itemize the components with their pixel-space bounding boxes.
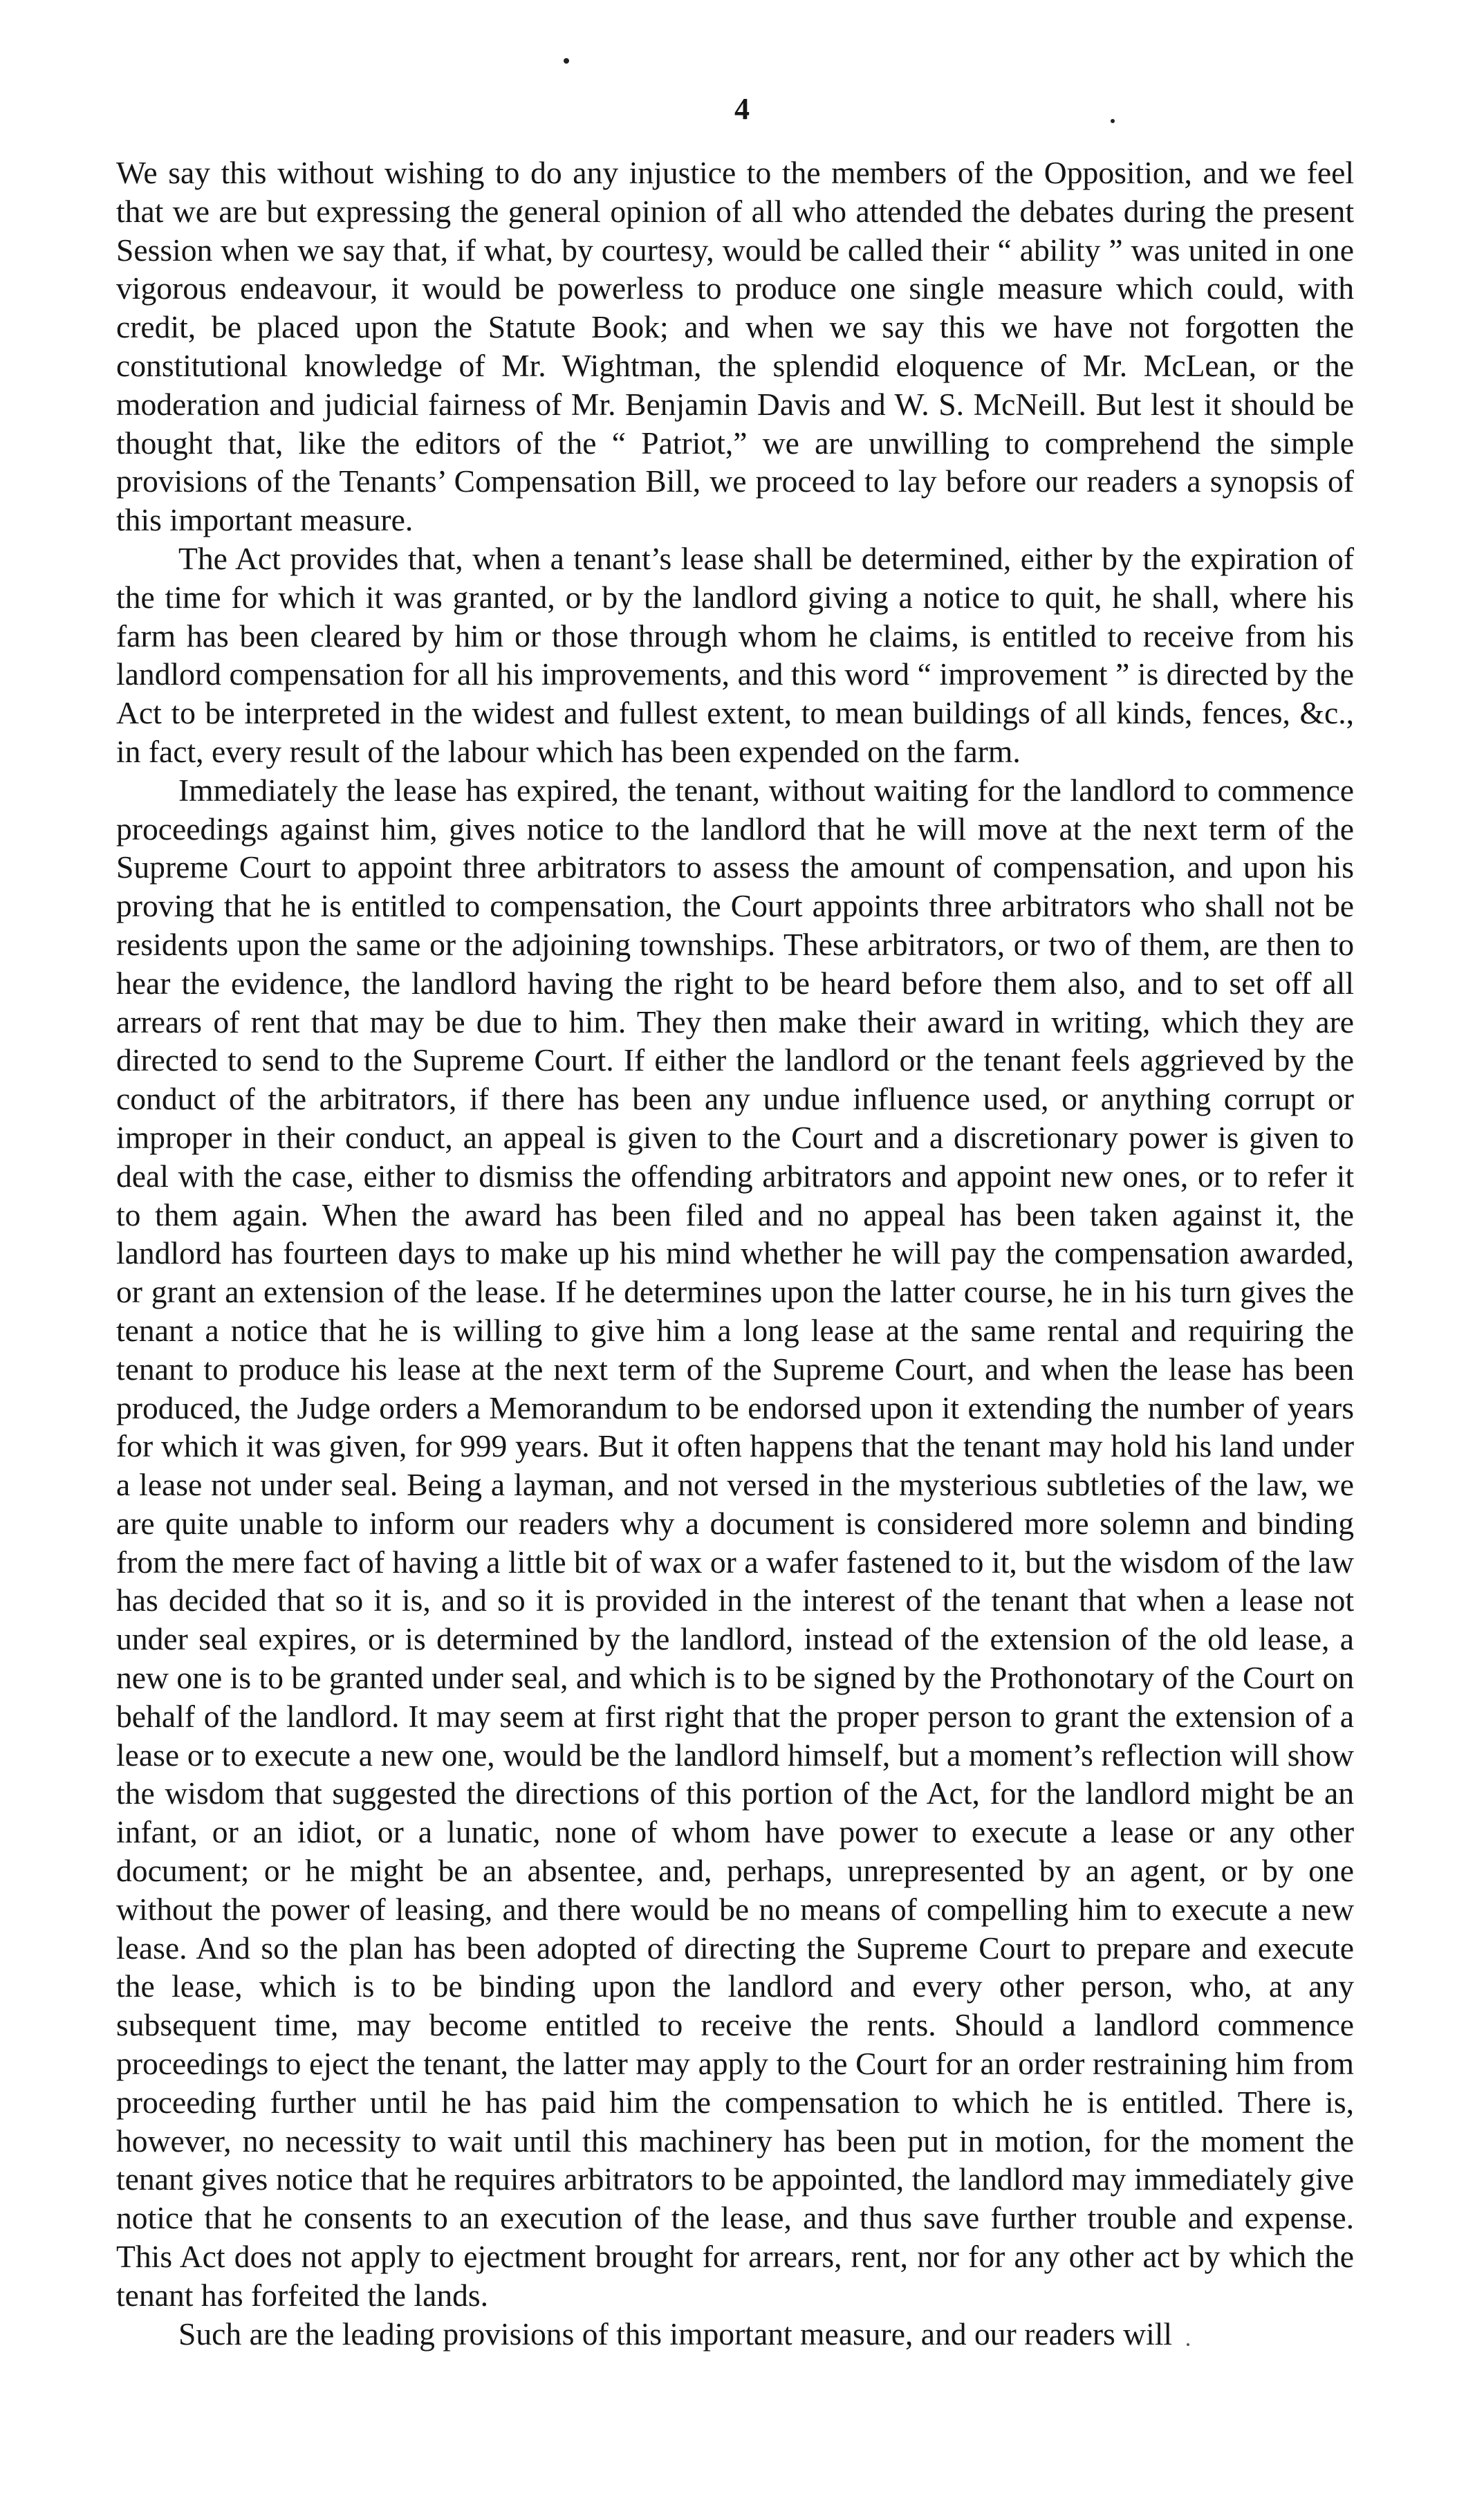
- page-number: 4: [734, 92, 750, 126]
- article-body: [116, 154, 1354, 2353]
- paragraph-arbitration-procedure: Immediately the lease has expired, the tenant, without waiting for the landlord to commence proceedings against him, gives notice to the landlord that he will move at the next term of the Supreme Court to appoint three arbitrators to assess the amount of compensation, and upon his proving that he is entitled to compensation, the Court appoints three arbitrators who shall not be residents upon the same or the adjoining townships. These arbitrators, or two of them, are then to hear the evidence, the landlord having the right to be heard before them also, and to set off all arrears of rent that may be due to him. They then make their award in writing, which they are directed to send to the Supreme Court. If either the landlord or the tenant feels aggrieved by the conduct of the arbitrators, if there has been any undue influence used, or anything corrupt or improper in their conduct, an appeal is given to the Court and a discretionary power is given to deal with the case, either to dismiss the offending arbitrators and appoint new ones, or to refer it to them again. When the award has been filed and no appeal has been taken against it, the landlord has fourteen days to make up his mind whether he will pay the compensation awarded, or grant an extension of the lease. If he determines upon the latter course, he in his turn gives the tenant a notice that he is willing to give him a long lease at the same rental and requiring the tenant to produce his lease at the next term of the Supreme Court, and when the lease has been produced, the Judge orders a Memorandum to be endorsed upon it extending the number of years for which it was given, for 999 years. But it often happens that the tenant may hold his land under a lease not under seal. Being a layman, and not versed in the mysterious subtleties of the law, we are quite unable to inform our readers why a document is considered more solemn and binding from the mere fact of having a little bit of wax or a wafer fastened to it, but the wisdom of the law has decided that so it is, and so it is provided in the interest of the tenant that when a lease not under seal expires, or is determined by the landlord, instead of the extension of the old lease, a new one is to be granted under seal, and which is to be signed by the Prothonotary of the Court on behalf of the landlord. It may seem at first right that the proper person to grant the extension of a lease or to execute a new one, would be the landlord himself, but a moment’s reflection will show the wisdom that suggested the directions of this portion of the Act, for the landlord might be an infant, or an idiot, or a lunatic, none of whom have power to execute a lease or any other document; or he might be an absentee, and, perhaps, unrepresented by an agent, or by one without the power of leasing, and there would be no means of compelling him to execute a new lease. And so the plan has been adopted of directing the Supreme Court to prepare and execute the lease, which is to be binding upon the landlord and every other person, who, at any subsequent time, may become entitled to receive the rents. Should a landlord commence proceedings to eject the tenant, the latter may apply to the Court for an order restraining him from proceeding further until he has paid him the compensation to which he is entitled. There is, however, no necessity to wait until this machinery has been put in motion, for the moment the tenant gives notice that he requires arbitrators to be appointed, the landlord may immediately give notice that he consents to an execution of the lease, and thus save further trouble and expense. This Act does not apply to ejectment brought for arrears, rent, nor for any other act by which the tenant has forfeited the lands.: [116, 772, 1354, 2313]
- paragraph-closing: Such are the leading provisions of this important measure, and our readers will: [178, 2316, 1173, 2352]
- paragraph-opening: We say this without wishing to do any injustice to the members of the Opposition, and we feel that we are but expressing the general opinion of all who attended the debates during the present Session when we say that, if what, by courtesy, would be called their “ ability ” was united in one vigorous endeavour, it would be powerless to produce one single measure which could, with credit, be placed upon the Statute Book; and when we say this we have not forgotten the constitutional knowledge of Mr. Wightman, the splendid eloquence of Mr. McLean, or the moderation and judicial fairness of Mr. Benjamin Davis and W. S. McNeill. But lest it should be thought that, like the editors of the “ Patriot,” we are unwilling to comprehend the simple provisions of the Tenants’ Compensation Bill, we proceed to lay before our readers a synopsis of this important measure.: [116, 155, 1354, 538]
- print-speck: [564, 58, 569, 64]
- paragraph-act-provisions: The Act provides that, when a tenant’s lease shall be determined, either by the expiration of the time for which it was granted, or by the landlord giving a notice to quit, he shall, where his farm has been cleared by him or those through whom he claims, is entitled to receive from his landlord compensation for all his improvements, and this word “ improvement ” is directed by the Act to be interpreted in the widest and fullest extent, to mean buildings of all kinds, fences, &c., in fact, every result of the labour which has been expended on the farm.: [116, 540, 1354, 769]
